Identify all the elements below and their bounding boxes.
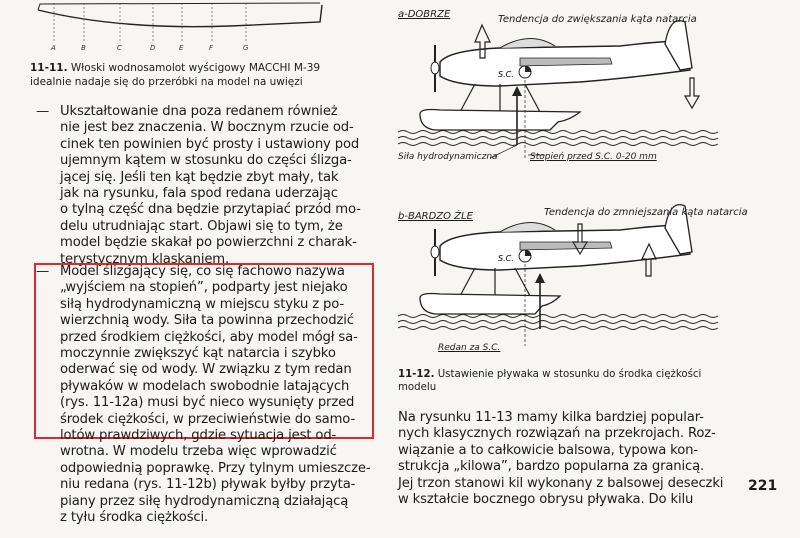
text-line: strukcja „kilowa”, bardzo popularna za granicą. (398, 459, 705, 475)
hydrodynamic-force-label: Siła hydrodynamiczna (398, 152, 498, 162)
page-number: 221 (748, 478, 778, 494)
text-line: jącej się. Jeśli ten kąt będzie zbyt mały, tak (60, 169, 339, 185)
text-line: terystycznym klaskaniem. (60, 251, 230, 267)
text-line: ujemnym kątem w stosunku do części ślizga- (60, 153, 352, 169)
figure-11-12-caption (398, 368, 738, 394)
axis-letter-d: D (150, 44, 156, 52)
caption-line-1: Włoski wodnosamolot wyścigowy MACCHI M-39 (70, 62, 321, 74)
text-line: jak na rysunku, fala spod redana uderzając (60, 186, 338, 202)
panel-a-label: a-DOBRZE (398, 9, 451, 20)
axis-letter-g: G (243, 44, 249, 52)
paragraph-dash: — (36, 264, 50, 279)
caption-line-2: idealnie nadaje się do przeróbki na model na uwięzi (30, 76, 303, 88)
panel-a-tendency: Tendencja do zwiększania kąta natarcia (498, 14, 697, 25)
panel-a-airplane (398, 21, 718, 160)
text-line: piany przez siłę hydrodynamiczną działającą (60, 493, 349, 509)
paragraph-step-force (36, 264, 371, 527)
text-line: z tyłu środka ciężkości. (60, 510, 209, 526)
text-line: cinek ten powinien być prosty i ustawiony pod (60, 136, 360, 152)
paragraph-dash: — (36, 104, 50, 119)
step-before-sc-label: Stopień przed S.C. 0-20 mm (530, 152, 657, 162)
text-line: Model ślizgający się, co się fachowo nazywa (60, 264, 345, 279)
text-line: wrotna. W modelu trzeba więc wprowadzić (60, 444, 337, 460)
panel-b-tendency: Tendencja do zmniejszania kąta natarcia (544, 207, 748, 218)
text-line: „wyjściem na stopień”, podparty jest niejako (60, 280, 348, 296)
figure-11-11-caption (30, 61, 320, 89)
text-line: Na rysunku 11-13 mamy kilka bardziej popular- (398, 410, 704, 425)
text-line: pływaków w modelach swobodnie latających (60, 378, 350, 394)
text-line: w kształcie bocznego obrysu pływaka. Do kilu (398, 492, 694, 508)
right-column-text (398, 410, 738, 508)
figure-11-12-drawing (380, 0, 740, 362)
redan-behind-sc-label: Redan za S.C. (438, 343, 501, 353)
paragraph-bottom-shape (36, 104, 368, 268)
caption-number: 11-12. (398, 369, 435, 380)
text-line: nie jest bez znaczenia. W bocznym rzucie od- (60, 120, 354, 136)
text-line: siłą hydrodynamiczną w miejscu styku z po- (60, 296, 345, 312)
axis-letter-e: E (179, 44, 184, 52)
caption-line-1: Ustawienie pływaka w stosunku do środka ciężkości (437, 369, 702, 380)
text-line: środek ciężkości, w przeciwieństwie do samo- (60, 411, 356, 427)
text-line: przed środkiem ciężkości, aby model mógł sa- (60, 329, 358, 345)
caption-number: 11-11. (30, 62, 68, 74)
text-line: delu utrudniając start. Objawi się to tym, że (60, 218, 343, 234)
text-line: niu redana (rys. 11-12b) pływak byłby przyta- (60, 477, 356, 493)
panel-b-label: b-BARDZO ŹLE (398, 211, 473, 222)
text-line: Ukształtowanie dna poza redanem również (60, 104, 338, 119)
text-line: moczynnie zwiększyć kąt natarcia i szybko (60, 346, 336, 362)
float-hull-drawing (20, 0, 350, 56)
panel-b-airplane (398, 205, 718, 346)
text-line: wierzchnią wody. Siła ta powinna przechodzić (60, 313, 354, 329)
text-line: wiązanie a to całkowicie balsowa, typowa kon- (398, 442, 698, 458)
text-line: nych klasycznych rozwiązań na przekrojach. Roz- (398, 426, 716, 442)
axis-letter-f: F (209, 44, 214, 52)
text-line: Jej trzon stanowi kil wykonany z balsowej deseczki (398, 475, 724, 491)
axis-letter-c: C (117, 44, 122, 52)
axis-letter-a: A (51, 44, 56, 52)
sc-label-b: S.C. (498, 254, 514, 263)
text-line: model będzie skakał po powierzchni z charak- (60, 235, 357, 251)
text-line: lotów prawdziwych, gdzie sytuacja jest od- (60, 428, 337, 444)
text-line: odpowiednią poprawkę. Przy tylnym umieszcze- (60, 460, 371, 476)
sc-label-a: S.C. (498, 70, 514, 79)
text-line: o tylną część dna będzie przytapiać przód mo- (60, 202, 361, 218)
text-line: oderwać się od wody. W związku z tym redan (60, 362, 352, 378)
axis-letter-b: B (81, 44, 86, 52)
text-line: (rys. 11-12a) musi być nieco wysunięty przed (60, 395, 355, 411)
caption-line-2: modelu (398, 382, 437, 393)
